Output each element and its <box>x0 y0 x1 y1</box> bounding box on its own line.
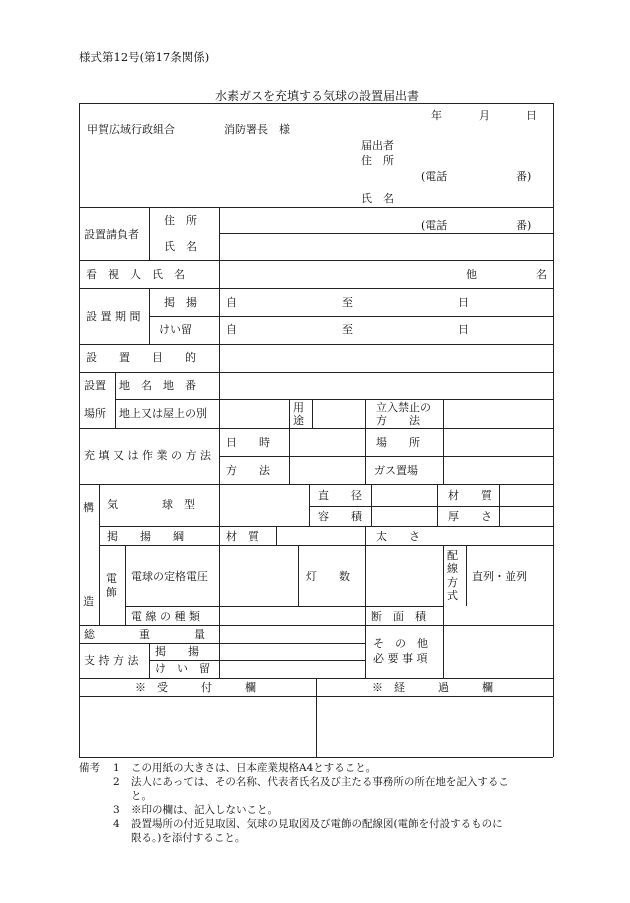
date-day: 日 <box>526 109 537 122</box>
notes-label: 備考 <box>79 762 100 774</box>
date-year: 年 <box>431 109 442 122</box>
filling-heading: 充 填 又 は 作 業 の 方 法 <box>84 449 211 462</box>
note-2-text-line1: 法人にあっては、その名称、代表者氏名及び主たる事務所の所在地を記入するこ <box>131 776 509 788</box>
rated-voltage-label: 電球の定格電圧 <box>131 570 208 583</box>
rope-label: 掲 揚 綱 <box>107 530 184 543</box>
notifier-phone-label: (電話 <box>421 170 448 183</box>
location-heading-bottom: 場所 <box>84 407 106 420</box>
other-items-line2: 必 要 事 項 <box>373 652 428 665</box>
note-4-text-line1: 設置場所の付近見取図、気球の見取図及び電飾の配線図(電飾を付設するものに <box>131 818 503 830</box>
watcher-persons: 名 <box>536 268 547 281</box>
wiring-char-3: 方 <box>447 576 458 589</box>
lamps-label: 灯 数 <box>306 570 350 583</box>
addressee-title: 消防署長 様 <box>224 123 290 136</box>
thickness-label: 厚 さ <box>448 510 492 523</box>
period-raised-label: 掲 揚 <box>164 296 197 309</box>
balloon-type-label: 気 球 型 <box>107 498 195 511</box>
period-raised-from: 自 <box>226 296 237 309</box>
material-label: 材 質 <box>448 489 492 502</box>
note-3-number: 3 <box>113 804 120 816</box>
location-restrict-bottom: 方 法 <box>376 414 420 427</box>
series-parallel-label: 直列・並列 <box>472 570 527 583</box>
location-lot-label: 地 名 地 番 <box>119 379 196 392</box>
location-use-bottom: 途 <box>293 414 304 427</box>
date-month: 月 <box>479 109 490 122</box>
support-grounded-label: け い 留 <box>155 662 210 675</box>
location-restrict-top: 立入禁止の <box>376 401 431 414</box>
notifier-phone-end: 番) <box>516 170 532 183</box>
installer-address-label: 住 所 <box>164 214 197 227</box>
rope-thickness-label: 太 さ <box>376 530 420 543</box>
installer-phone-end: 番) <box>516 219 532 232</box>
total-weight-label: 総 重 量 <box>84 628 205 641</box>
wiring-char-2: 線 <box>447 562 458 575</box>
form-number: 様式第12号(第17条関係) <box>79 50 210 64</box>
diameter-label: 直 径 <box>318 489 362 502</box>
filling-datetime-label: 日 時 <box>226 436 270 449</box>
period-heading: 設 置 期 間 <box>86 310 141 323</box>
period-grounded-day: 日 <box>458 323 469 336</box>
progress-label: ※ 経 過 欄 <box>372 681 493 694</box>
structure-heading-bottom: 造 <box>83 595 94 608</box>
support-raised-label: 掲 揚 <box>155 645 199 658</box>
watcher-label: 看 視 人 氏 名 <box>86 268 185 281</box>
wiring-char-1: 配 <box>447 549 458 562</box>
period-grounded-label: けい留 <box>159 323 192 336</box>
reception-label: ※ 受 付 欄 <box>135 681 256 694</box>
rope-material-label: 材 質 <box>226 530 259 543</box>
filling-gas-storage-label: ガス置場 <box>374 464 418 477</box>
location-ground-roof-label: 地上又は屋上の別 <box>119 407 207 420</box>
addressee-org: 甲賀広域行政組合 <box>87 123 175 136</box>
note-4-text-line2: 限る。)を添付すること。 <box>131 832 246 844</box>
note-2-number: 2 <box>113 776 120 788</box>
decoration-heading-top: 電 <box>106 572 117 585</box>
filling-method-label: 方 法 <box>226 464 270 477</box>
watcher-others: 他 <box>466 268 477 281</box>
wiring-char-4: 式 <box>447 589 458 602</box>
installer-heading: 設置請負者 <box>84 228 139 241</box>
filling-place-label: 場 所 <box>376 436 420 449</box>
purpose-label: 設 置 目 的 <box>86 351 196 364</box>
support-method-label: 支 持 方 法 <box>84 654 139 667</box>
installer-name-label: 氏 名 <box>164 240 197 253</box>
notifier-name-label: 氏 名 <box>361 192 394 205</box>
note-4-number: 4 <box>113 818 120 830</box>
notifier-address-label: 住 所 <box>361 154 394 167</box>
volume-label: 容 積 <box>318 510 362 523</box>
period-raised-to: 至 <box>342 296 353 309</box>
location-heading-top: 設置 <box>84 379 106 392</box>
installer-phone-label: (電話 <box>421 219 448 232</box>
cross-section-label: 断 面 積 <box>371 610 426 623</box>
wire-type-label: 電 線 の 種 類 <box>131 610 200 623</box>
form-title: 水素ガスを充填する気球の設置届出書 <box>215 89 420 103</box>
note-1-number: 1 <box>113 762 120 774</box>
note-1-text: この用紙の大きさは、日本産業規格A4とすること。 <box>131 762 377 774</box>
note-3-text: ※印の欄は、記入しないこと。 <box>131 804 278 816</box>
period-grounded-from: 自 <box>226 323 237 336</box>
other-items-line1: そ の 他 <box>373 637 428 650</box>
period-grounded-to: 至 <box>342 323 353 336</box>
period-raised-day: 日 <box>458 296 469 309</box>
decoration-heading-bottom: 飾 <box>106 586 117 599</box>
location-use-top: 用 <box>293 401 304 414</box>
note-2-text-line2: と。 <box>131 790 152 802</box>
structure-heading-top: 構 <box>83 501 94 514</box>
notifier-label: 届出者 <box>361 139 394 152</box>
